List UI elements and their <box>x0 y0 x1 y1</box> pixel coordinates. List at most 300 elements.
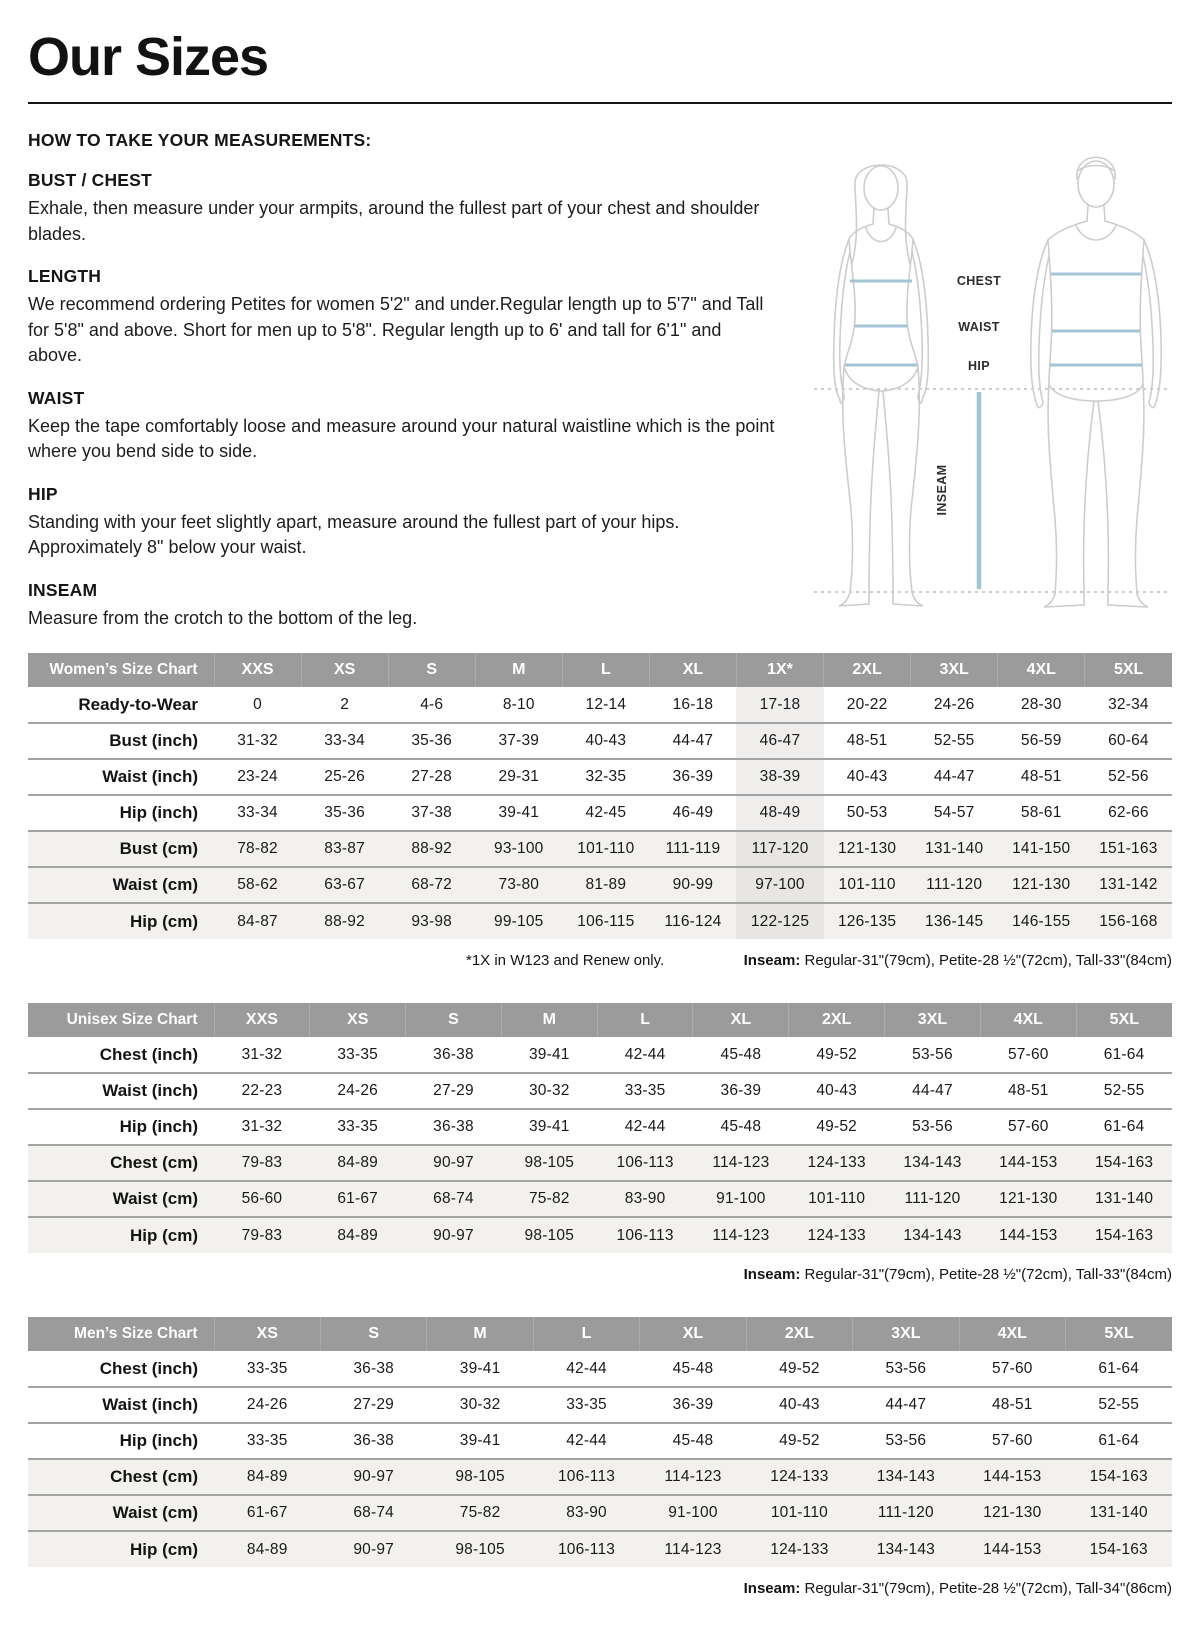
inseam-guide-lines <box>814 389 1168 592</box>
size-cell: 36-38 <box>353 1359 394 1377</box>
table-row <box>28 1217 1172 1253</box>
table-row <box>28 1145 1172 1181</box>
size-cell: 58-62 <box>237 876 278 894</box>
size-cell: 4-6 <box>420 695 444 713</box>
size-cell: 122-125 <box>736 903 823 939</box>
size-cell: 121-130 <box>999 1190 1058 1208</box>
size-cell: 114-123 <box>712 1226 770 1244</box>
size-cell: 36-38 <box>433 1118 474 1136</box>
row-label: Bust (cm) <box>119 839 198 859</box>
size-cell: 33-35 <box>624 1082 666 1100</box>
waist-label: WAIST <box>958 320 1000 334</box>
size-cell: 134-143 <box>876 1468 935 1486</box>
size-cell: 124-133 <box>807 1226 866 1244</box>
column-header-xl: XL <box>640 1317 746 1351</box>
section-length <box>28 266 780 369</box>
size-cell: 30-32 <box>528 1082 570 1100</box>
size-cell: 53-56 <box>885 1359 927 1377</box>
section-title: BUST / CHEST <box>28 170 152 190</box>
row-label: Waist (cm) <box>112 875 198 895</box>
instructions-heading: HOW TO TAKE YOUR MEASUREMENTS: <box>28 130 372 150</box>
size-cell: 101-110 <box>577 840 635 858</box>
size-cell: 46-49 <box>672 804 714 822</box>
size-cell: 61-67 <box>337 1190 379 1208</box>
size-cell: 75-82 <box>528 1190 570 1208</box>
size-cell: 68-74 <box>353 1504 394 1522</box>
column-header-m: M <box>501 1003 597 1037</box>
column-header-2xl: 2XL <box>789 1003 885 1037</box>
section-body: Measure from the crotch to the bottom of the leg. <box>28 607 418 628</box>
intro-row <box>28 128 1172 631</box>
size-cell: 57-60 <box>991 1359 1033 1377</box>
section-body: Standing with your feet slightly apart, measure around the fullest part of your hips. Approximately 8" below your waist. <box>28 511 680 558</box>
size-cell: 156-168 <box>1099 912 1158 930</box>
size-cell: 114-123 <box>664 1540 722 1558</box>
size-cell: 29-31 <box>498 768 540 786</box>
size-cell: 44-47 <box>912 1082 953 1100</box>
table-row <box>28 687 1172 723</box>
size-cell: 114-123 <box>664 1468 722 1486</box>
column-header-xl: XL <box>693 1003 789 1037</box>
size-cell: 154-163 <box>1089 1468 1148 1486</box>
table-row <box>28 795 1172 831</box>
size-cell: 121-130 <box>983 1504 1042 1522</box>
table-row <box>28 831 1172 867</box>
column-header-xs: XS <box>310 1003 406 1037</box>
size-cell: 144-153 <box>999 1226 1058 1244</box>
size-cell: 25-26 <box>324 768 365 786</box>
size-cell: 31-32 <box>241 1045 283 1063</box>
size-cell: 98-105 <box>455 1540 505 1558</box>
size-table <box>28 653 1172 939</box>
footnote-inseam: Inseam: Regular-31"(79cm), Petite-28 ½"(72cm), Tall-33"(84cm) <box>743 952 1172 970</box>
size-cell: 78-82 <box>237 840 278 858</box>
size-cell: 33-35 <box>246 1359 288 1377</box>
size-cell: 73-80 <box>498 876 540 894</box>
size-cell: 39-41 <box>528 1045 570 1063</box>
size-cell: 31-32 <box>241 1118 283 1136</box>
size-cell: 36-38 <box>433 1045 474 1063</box>
size-cell: 37-39 <box>498 732 540 750</box>
size-cell: 56-59 <box>1020 732 1062 750</box>
size-cell: 68-72 <box>411 876 453 894</box>
size-cell: 45-48 <box>672 1432 714 1450</box>
size-cell: 111-120 <box>904 1190 961 1208</box>
column-header-1x: 1X* <box>736 653 823 687</box>
size-cell: 56-60 <box>241 1190 283 1208</box>
size-cell: 2 <box>340 695 350 713</box>
section-body: We recommend ordering Petites for women 5'2" and under.Regular length up to 5'7" and Tall for 5'8" and above. Short for men up to 5'8". Regular length up to 6' and tall for 6'1" and above. <box>28 294 764 366</box>
size-cell: 24-26 <box>246 1396 288 1414</box>
size-cell: 61-64 <box>1103 1118 1145 1136</box>
size-cell: 101-110 <box>808 1190 866 1208</box>
table-header-row <box>28 1317 1172 1351</box>
size-cell: 106-113 <box>557 1540 616 1558</box>
size-cell: 84-89 <box>246 1468 288 1486</box>
size-cell: 61-64 <box>1098 1432 1140 1450</box>
section-title: WAIST <box>28 387 85 408</box>
size-cell: 52-55 <box>933 732 975 750</box>
column-header-xl: XL <box>649 653 736 687</box>
size-cell: 39-41 <box>459 1359 501 1377</box>
row-label: Hip (inch) <box>119 803 198 823</box>
size-cell: 106-115 <box>577 912 635 930</box>
size-cell: 124-133 <box>770 1540 829 1558</box>
table-title: Men’s Size Chart <box>28 1317 214 1351</box>
footnote-inseam: Inseam: Regular-31"(79cm), Petite-28 ½"(72cm), Tall-33"(84cm) <box>743 1266 1172 1284</box>
size-cell: 0 <box>253 695 262 713</box>
size-cell: 97-100 <box>736 867 823 903</box>
table-row <box>28 1423 1172 1459</box>
table-row <box>28 867 1172 903</box>
size-cell: 99-105 <box>494 912 544 930</box>
size-cell: 44-47 <box>885 1396 927 1414</box>
table-footnotes <box>28 1266 1172 1283</box>
size-cell: 40-43 <box>585 732 627 750</box>
column-header-3xl: 3XL <box>853 1317 959 1351</box>
size-cell: 57-60 <box>991 1432 1033 1450</box>
size-cell: 61-67 <box>246 1504 288 1522</box>
size-cell: 8-10 <box>502 695 535 713</box>
section-inseam <box>28 580 780 632</box>
size-cell: 79-83 <box>241 1226 283 1244</box>
size-cell: 45-48 <box>720 1045 762 1063</box>
size-cell: 62-66 <box>1108 804 1149 822</box>
size-cell: 33-35 <box>337 1045 379 1063</box>
size-cell: 53-56 <box>912 1118 953 1136</box>
section-body: Keep the tape comfortably loose and measure around your natural waistline which is the point where you bend side to side. <box>28 415 775 462</box>
size-cell: 131-142 <box>1099 876 1158 894</box>
size-cell: 32-34 <box>1108 695 1149 713</box>
size-cell: 136-145 <box>925 912 984 930</box>
column-header-2xl: 2XL <box>746 1317 852 1351</box>
male-figure-outline <box>1031 157 1162 607</box>
section-title: HIP <box>28 483 58 504</box>
footnote-1x-note: *1X in W123 and Renew only. <box>466 952 665 970</box>
size-cell: 27-28 <box>411 768 453 786</box>
section-hip <box>28 484 780 561</box>
section-title: LENGTH <box>28 266 102 287</box>
column-header-5xl: 5XL <box>1066 1317 1173 1351</box>
size-cell: 83-90 <box>624 1190 666 1208</box>
size-cell: 36-39 <box>720 1082 762 1100</box>
size-cell: 84-89 <box>246 1540 288 1558</box>
table-title: Unisex Size Chart <box>28 1003 214 1037</box>
size-cell: 134-143 <box>903 1226 962 1244</box>
column-header-3xl: 3XL <box>911 653 998 687</box>
size-cell: 58-61 <box>1020 804 1062 822</box>
size-cell: 44-47 <box>933 768 975 786</box>
table-row <box>28 1037 1172 1073</box>
size-cell: 154-163 <box>1089 1540 1148 1558</box>
table-title: Women’s Size Chart <box>28 653 214 687</box>
size-cell: 40-43 <box>816 1082 857 1100</box>
row-label: Hip (cm) <box>130 1539 198 1559</box>
column-header-s: S <box>406 1003 502 1037</box>
size-cell: 134-143 <box>903 1154 962 1172</box>
size-cell: 54-57 <box>933 804 975 822</box>
column-header-4xl: 4XL <box>980 1003 1076 1037</box>
row-label: Hip (inch) <box>119 1431 198 1451</box>
size-cell: 52-56 <box>1108 768 1149 786</box>
column-header-m: M <box>475 653 562 687</box>
size-cell: 20-22 <box>846 695 888 713</box>
size-cell: 40-43 <box>846 768 888 786</box>
size-chart-unisex-size-chart <box>28 1003 1172 1283</box>
size-table <box>28 1317 1172 1567</box>
row-label: Waist (cm) <box>112 1189 198 1209</box>
size-cell: 16-18 <box>672 695 714 713</box>
size-cell: 90-97 <box>353 1540 394 1558</box>
table-row <box>28 903 1172 939</box>
size-cell: 90-99 <box>672 876 714 894</box>
size-cell: 23-24 <box>237 768 278 786</box>
column-header-m: M <box>427 1317 533 1351</box>
size-cell: 68-74 <box>433 1190 474 1208</box>
size-cell: 121-130 <box>837 840 897 858</box>
column-header-2xl: 2XL <box>824 653 911 687</box>
table-row <box>28 1531 1172 1567</box>
size-cell: 39-41 <box>498 804 540 822</box>
size-cell: 154-163 <box>1094 1154 1154 1172</box>
size-cell: 144-153 <box>999 1154 1058 1172</box>
hip-label: HIP <box>967 359 991 373</box>
row-label: Chest (cm) <box>110 1467 198 1487</box>
size-cell: 37-38 <box>411 804 453 822</box>
size-chart-men-s-size-chart <box>28 1317 1172 1597</box>
size-cell: 49-52 <box>816 1045 857 1063</box>
size-cell: 98-105 <box>524 1226 575 1244</box>
size-charts <box>28 653 1172 1597</box>
row-label: Bust (inch) <box>109 731 198 751</box>
diagram-labels <box>935 274 1001 516</box>
size-cell: 131-140 <box>1094 1190 1154 1208</box>
size-cell: 88-92 <box>411 840 453 858</box>
table-footnotes <box>28 1580 1172 1597</box>
size-cell: 33-35 <box>566 1396 607 1414</box>
size-cell: 131-140 <box>925 840 984 858</box>
size-cell: 101-110 <box>770 1504 828 1522</box>
size-cell: 33-34 <box>237 804 278 822</box>
size-cell: 36-39 <box>672 1396 714 1414</box>
row-label: Chest (inch) <box>99 1358 198 1378</box>
size-cell: 49-52 <box>779 1432 820 1450</box>
table-row <box>28 1351 1172 1387</box>
footnote-inseam: Inseam: Regular-31"(79cm), Petite-28 ½"(72cm), Tall-34"(86cm) <box>743 1580 1172 1598</box>
column-header-l: L <box>562 653 649 687</box>
size-cell: 84-87 <box>237 912 278 930</box>
size-cell: 116-124 <box>664 912 722 930</box>
chest-label: CHEST <box>956 274 1002 288</box>
size-cell: 48-51 <box>846 732 888 750</box>
size-cell: 45-48 <box>672 1359 714 1377</box>
size-cell: 111-119 <box>665 840 721 858</box>
size-cell: 93-100 <box>494 840 544 858</box>
size-cell: 84-89 <box>337 1154 379 1172</box>
section-waist <box>28 388 780 465</box>
size-cell: 124-133 <box>807 1154 866 1172</box>
row-label: Waist (inch) <box>102 767 198 787</box>
size-cell: 154-163 <box>1094 1226 1154 1244</box>
table-row <box>28 1073 1172 1109</box>
size-cell: 31-32 <box>237 732 278 750</box>
size-cell: 134-143 <box>876 1540 935 1558</box>
size-cell: 93-98 <box>411 912 453 930</box>
table-row <box>28 1495 1172 1531</box>
size-cell: 84-89 <box>337 1226 379 1244</box>
size-cell: 42-44 <box>624 1045 666 1063</box>
column-header-xxs: XXS <box>214 1003 310 1037</box>
column-header-3xl: 3XL <box>885 1003 981 1037</box>
row-label: Ready-to-Wear <box>78 694 198 714</box>
section-body: Exhale, then measure under your armpits, around the fullest part of your chest and shoulder blades. <box>28 198 760 244</box>
size-cell: 42-44 <box>566 1359 607 1377</box>
size-cell: 22-23 <box>241 1082 283 1100</box>
section-bust-chest <box>28 170 780 247</box>
row-label: Waist (inch) <box>102 1395 198 1415</box>
size-cell: 42-44 <box>566 1432 607 1450</box>
page-title: Our Sizes <box>28 27 269 87</box>
size-cell: 60-64 <box>1108 732 1149 750</box>
size-cell: 141-150 <box>1012 840 1071 858</box>
size-cell: 36-38 <box>353 1432 394 1450</box>
size-cell: 57-60 <box>1007 1045 1049 1063</box>
size-cell: 90-97 <box>433 1154 474 1172</box>
column-header-l: L <box>597 1003 693 1037</box>
size-cell: 146-155 <box>1012 912 1071 930</box>
size-cell: 48-51 <box>1020 768 1062 786</box>
table-row <box>28 1459 1172 1495</box>
size-cell: 63-67 <box>324 876 365 894</box>
size-cell: 33-35 <box>337 1118 379 1136</box>
size-cell: 24-26 <box>933 695 975 713</box>
table-header-row <box>28 1003 1172 1037</box>
row-label: Chest (cm) <box>110 1153 198 1173</box>
size-cell: 17-18 <box>736 687 823 723</box>
column-header-xs: XS <box>214 1317 320 1351</box>
column-header-s: S <box>388 653 475 687</box>
size-cell: 124-133 <box>770 1468 829 1486</box>
table-row <box>28 723 1172 759</box>
column-header-5xl: 5XL <box>1076 1003 1172 1037</box>
title-divider <box>28 102 1172 104</box>
size-cell: 53-56 <box>912 1045 953 1063</box>
size-cell: 98-105 <box>524 1154 575 1172</box>
size-cell: 57-60 <box>1007 1118 1049 1136</box>
size-cell: 111-120 <box>926 876 983 894</box>
size-cell: 38-39 <box>736 759 823 795</box>
body-measurement-illustration <box>786 134 1178 614</box>
size-cell: 44-47 <box>672 732 714 750</box>
size-cell: 114-123 <box>712 1154 770 1172</box>
inseam-label: INSEAM <box>935 464 949 516</box>
column-header-s: S <box>320 1317 426 1351</box>
size-cell: 98-105 <box>455 1468 505 1486</box>
size-cell: 90-97 <box>433 1226 474 1244</box>
size-cell: 91-100 <box>716 1190 766 1208</box>
column-header-l: L <box>533 1317 639 1351</box>
size-cell: 61-64 <box>1098 1359 1140 1377</box>
size-cell: 144-153 <box>983 1468 1042 1486</box>
size-cell: 36-39 <box>672 768 714 786</box>
table-header-row <box>28 653 1172 687</box>
size-cell: 106-113 <box>616 1154 674 1172</box>
size-cell: 121-130 <box>1012 876 1071 894</box>
table-row <box>28 1181 1172 1217</box>
size-cell: 75-82 <box>459 1504 501 1522</box>
table-row <box>28 1109 1172 1145</box>
size-cell: 49-52 <box>779 1359 820 1377</box>
column-header-4xl: 4XL <box>959 1317 1065 1351</box>
size-cell: 53-56 <box>885 1432 927 1450</box>
size-cell: 39-41 <box>459 1432 501 1450</box>
size-cell: 42-45 <box>585 804 627 822</box>
size-cell: 91-100 <box>668 1504 718 1522</box>
size-cell: 117-120 <box>736 831 823 867</box>
size-cell: 151-163 <box>1099 840 1158 858</box>
row-label: Waist (cm) <box>112 1503 198 1523</box>
size-cell: 90-97 <box>353 1468 394 1486</box>
row-label: Chest (inch) <box>99 1044 198 1064</box>
size-cell: 61-64 <box>1103 1045 1145 1063</box>
size-cell: 79-83 <box>241 1154 283 1172</box>
size-cell: 40-43 <box>779 1396 820 1414</box>
row-label: Hip (inch) <box>119 1117 198 1137</box>
size-chart-women-s-size-chart <box>28 653 1172 969</box>
size-cell: 35-36 <box>411 732 453 750</box>
size-cell: 88-92 <box>324 912 365 930</box>
column-header-5xl: 5XL <box>1085 653 1172 687</box>
size-cell: 48-51 <box>1007 1082 1049 1100</box>
size-cell: 126-135 <box>837 912 897 930</box>
size-cell: 50-53 <box>846 804 888 822</box>
row-label: Hip (cm) <box>130 1225 198 1245</box>
size-cell: 27-29 <box>433 1082 474 1100</box>
measurement-diagram <box>786 128 1178 631</box>
table-row <box>28 759 1172 795</box>
size-cell: 32-35 <box>585 768 627 786</box>
female-figure-outline <box>834 165 929 606</box>
size-cell: 45-48 <box>720 1118 762 1136</box>
size-cell: 28-30 <box>1020 695 1062 713</box>
size-cell: 24-26 <box>337 1082 379 1100</box>
size-cell: 48-49 <box>736 795 823 831</box>
size-cell: 12-14 <box>585 695 627 713</box>
size-cell: 33-35 <box>246 1432 288 1450</box>
size-cell: 83-87 <box>324 840 365 858</box>
row-label: Hip (cm) <box>130 911 198 931</box>
column-header-xxs: XXS <box>214 653 301 687</box>
size-cell: 111-120 <box>877 1504 934 1522</box>
size-cell: 131-140 <box>1089 1504 1148 1522</box>
size-cell: 46-47 <box>736 723 823 759</box>
size-cell: 52-55 <box>1098 1396 1140 1414</box>
size-cell: 48-51 <box>991 1396 1033 1414</box>
measurement-instructions <box>28 128 780 631</box>
section-title: INSEAM <box>28 579 98 600</box>
size-cell: 30-32 <box>459 1396 501 1414</box>
size-cell: 52-55 <box>1103 1082 1145 1100</box>
row-label: Waist (inch) <box>102 1081 198 1101</box>
size-cell: 101-110 <box>838 876 896 894</box>
size-cell: 35-36 <box>324 804 365 822</box>
size-cell: 81-89 <box>585 876 627 894</box>
column-header-4xl: 4XL <box>998 653 1085 687</box>
size-cell: 83-90 <box>566 1504 607 1522</box>
size-cell: 106-113 <box>616 1226 674 1244</box>
size-cell: 49-52 <box>816 1118 857 1136</box>
size-table <box>28 1003 1172 1253</box>
